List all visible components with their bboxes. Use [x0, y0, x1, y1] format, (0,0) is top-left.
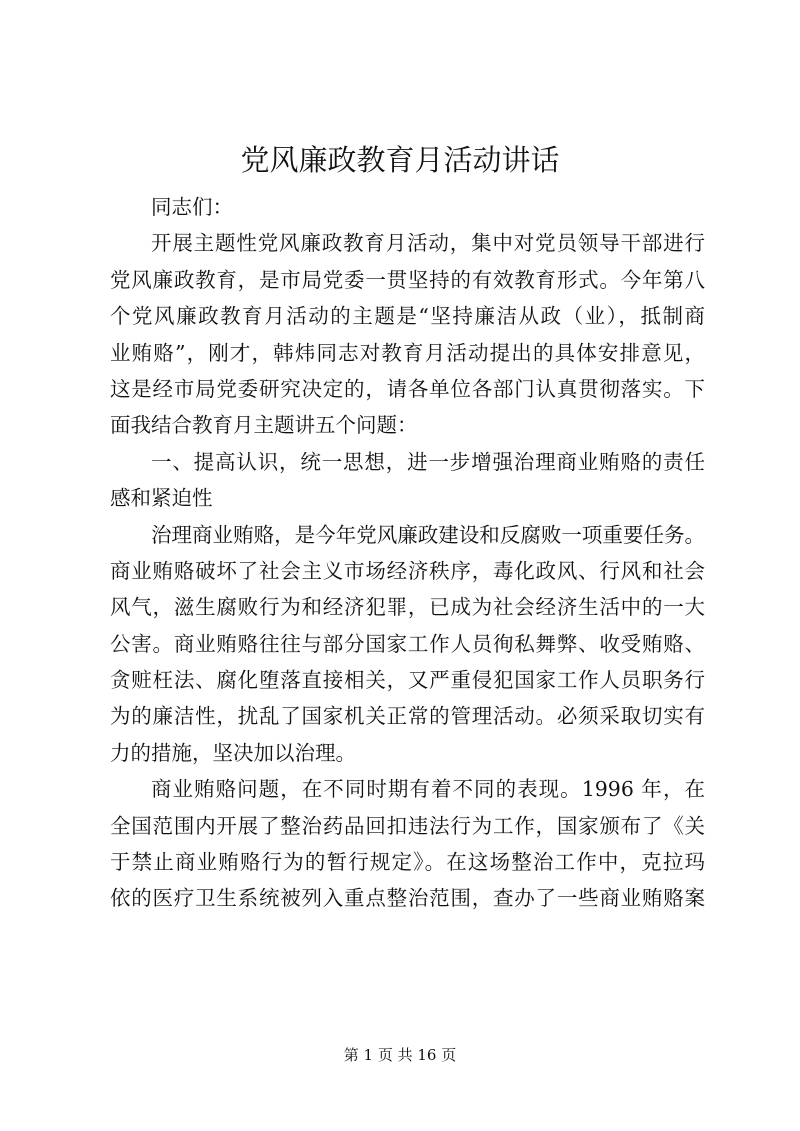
paragraph-line: 力的措施，坚决加以治理。 — [110, 740, 356, 765]
paragraph-line: 治理商业贿赂，是今年党风廉政建设和反腐败一项重要任务。 — [151, 522, 705, 547]
paragraph-line: 商业贿赂问题，在不同时期有着不同的表现。1996 年，在 — [151, 777, 705, 802]
section-heading-line: 一、提高认识，统一思想，进一步增强治理商业贿赂的责任 — [151, 449, 705, 474]
paragraph-line: 面我结合教育月主题讲五个问题： — [110, 413, 418, 438]
paragraph-line: 业贿赂”，刚才，韩炜同志对教育月活动提出的具体安排意见， — [110, 340, 705, 365]
paragraph-line: 商业贿赂破坏了社会主义市场经济秩序，毒化政风、行风和社会 — [110, 558, 705, 583]
page-number-footer: 第 1 页 共 16 页 — [343, 1046, 457, 1064]
paragraph-line: 个党风廉政教育月活动的主题是“坚持廉洁从政（业），抵制商 — [110, 304, 705, 329]
document-body — [110, 189, 705, 917]
paragraph-line: 全国范围内开展了整治药品回扣违法行为工作，国家颁布了《关 — [110, 813, 705, 838]
section-heading-line: 感和紧迫性 — [110, 486, 213, 511]
paragraph-line: 党风廉政教育，是市局党委一贯坚持的有效教育形式。今年第八 — [110, 267, 705, 292]
paragraph-line: 公害。商业贿赂往往与部分国家工作人员徇私舞弊、收受贿赂、 — [110, 631, 705, 656]
paragraph-line: 风气，滋生腐败行为和经济犯罪，已成为社会经济生活中的一大 — [110, 595, 705, 620]
paragraph-line: 这是经市局党委研究决定的，请各单位各部门认真贯彻落实。下 — [110, 376, 705, 401]
paragraph-line: 于禁止商业贿赂行为的暂行规定》。在这场整治工作中，克拉玛 — [110, 850, 705, 875]
document-title: 党风廉政教育月活动讲话 — [240, 143, 560, 177]
paragraph-line: 依的医疗卫生系统被列入重点整治范围，查办了一些商业贿赂案 — [110, 886, 705, 911]
paragraph-line: 贪赃枉法、腐化堕落直接相关，又严重侵犯国家工作人员职务行 — [110, 668, 705, 693]
paragraph-line: 开展主题性党风廉政教育月活动，集中对党员领导干部进行 — [151, 231, 705, 256]
paragraph-line: 为的廉洁性，扰乱了国家机关正常的管理活动。必须采取切实有 — [110, 704, 705, 729]
greeting-line: 同志们： — [151, 195, 233, 219]
